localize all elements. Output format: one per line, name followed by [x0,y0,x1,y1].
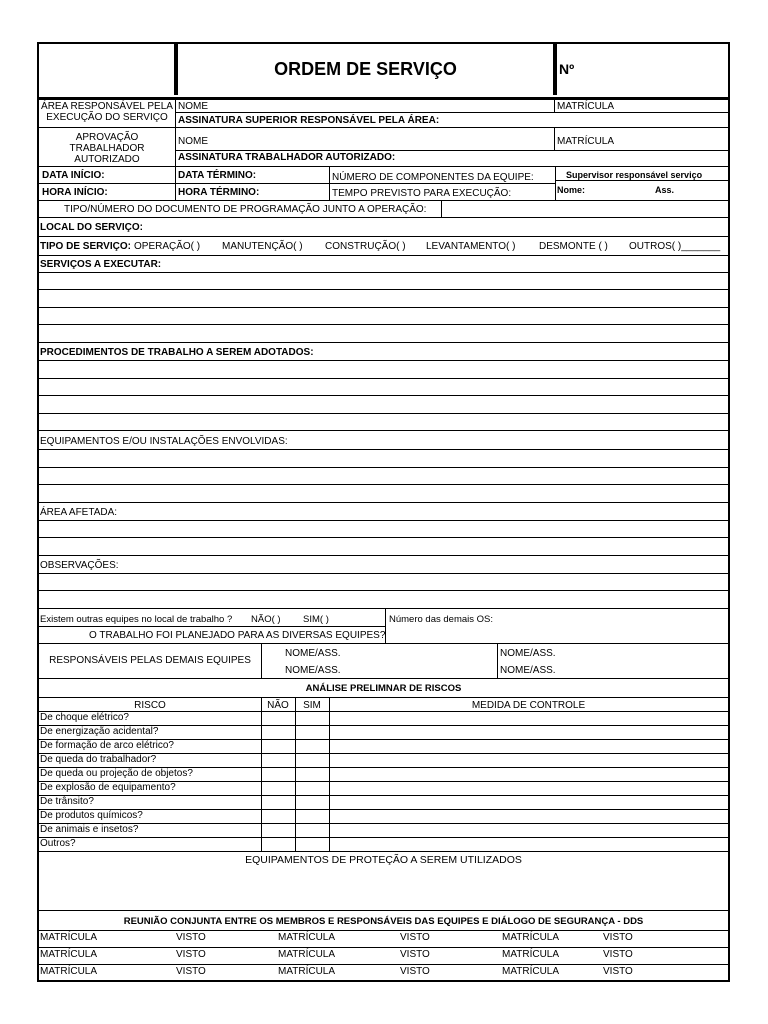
control-measure-cell[interactable] [329,795,728,809]
risk-item-label: De energização acidental? [40,726,159,737]
risk-item-label: De choque elétrico? [40,712,129,723]
area-responsible-label: ÁREA RESPONSÁVEL PELA EXECUÇÃO DO SERVIÇO [41,101,173,123]
dds-visto-field[interactable]: VISTO [176,966,206,977]
approval-name-field[interactable]: NOME [178,136,208,147]
dds-visto-field[interactable]: VISTO [400,932,430,943]
expected-time-field[interactable]: TEMPO PREVISTO PARA EXECUÇÃO: [332,188,512,199]
risk-item-label: De trânsito? [40,796,94,807]
risk-no-cell[interactable] [261,809,295,823]
equipment-line[interactable] [39,467,728,468]
risk-yes-cell[interactable] [295,795,329,809]
control-measure-cell[interactable] [329,809,728,823]
dds-matricula-field[interactable]: MATRÍCULA [278,932,336,943]
dds-visto-field[interactable]: VISTO [603,949,633,960]
dds-visto-field[interactable]: VISTO [176,949,206,960]
procedures-line[interactable] [39,378,728,379]
observations-line[interactable] [39,608,728,609]
service-order-form [37,42,730,982]
observations-line[interactable] [39,590,728,591]
dds-visto-field[interactable]: VISTO [603,966,633,977]
control-measure-header: MEDIDA DE CONTROLE [471,700,586,711]
dds-matricula-field[interactable]: MATRÍCULA [502,966,560,977]
dds-visto-field[interactable]: VISTO [400,949,430,960]
responsible-matricula-field[interactable]: MATRÍCULA [557,101,615,112]
dds-visto-field[interactable]: VISTO [400,966,430,977]
risk-no-cell[interactable] [261,753,295,767]
other-teams-no[interactable]: NÃO( ) [251,614,281,625]
risk-no-cell[interactable] [261,795,295,809]
other-responsible-sig[interactable]: NOME/ASS. [285,665,341,676]
services-label: SERVIÇOS A EXECUTAR: [40,259,162,270]
equipment-line[interactable] [39,502,728,503]
risk-no-cell[interactable] [261,837,295,851]
services-line[interactable] [39,324,728,325]
dds-matricula-field[interactable]: MATRÍCULA [502,932,560,943]
risk-header: RISCO [134,700,166,711]
supervisor-label: Supervisor responsável serviço [566,170,703,180]
risk-yes-cell[interactable] [295,767,329,781]
end-time-field[interactable]: HORA TÉRMINO: [178,187,260,198]
control-measure-cell[interactable] [329,823,728,837]
approval-matricula-field[interactable]: MATRÍCULA [557,136,615,147]
service-location-field[interactable]: LOCAL DO SERVIÇO: [40,222,143,233]
risk-no-cell[interactable] [261,781,295,795]
supervisor-name-field[interactable]: Nome: [557,185,586,195]
dds-visto-field[interactable]: VISTO [603,932,633,943]
other-responsible-sig[interactable]: NOME/ASS. [500,665,556,676]
control-measure-cell[interactable] [329,781,728,795]
worker-signature-field[interactable]: ASSINATURA TRABALHADOR AUTORIZADO: [178,152,396,163]
dds-matricula-field[interactable]: MATRÍCULA [278,966,336,977]
risk-yes-header: SIM [303,700,321,711]
affected-area-label: ÁREA AFETADA: [40,507,118,518]
risk-no-cell[interactable] [261,725,295,739]
service-type-label: TIPO DE SERVIÇO: [40,241,131,252]
supervisor-signature-field[interactable]: Ass. [655,185,675,195]
end-date-field[interactable]: DATA TÉRMINO: [178,170,257,181]
equipment-line[interactable] [39,484,728,485]
procedures-line[interactable] [39,395,728,396]
other-teams-yes[interactable]: SIM( ) [303,614,329,625]
equipment-label: EQUIPAMENTOS E/OU INSTALAÇÕES ENVOLVIDAS: [40,436,288,447]
control-measure-cell[interactable] [329,753,728,767]
risk-item-label: De produtos químicos? [40,810,143,821]
order-number-label: Nº [559,61,575,77]
planned-question: O TRABALHO FOI PLANEJADO PARA AS DIVERSAS EQUIPES? [89,630,386,641]
risk-no-cell[interactable] [261,823,295,837]
procedures-label: PROCEDIMENTOS DE TRABALHO A SEREM ADOTADOS: [40,347,314,358]
option-manutencao[interactable]: MANUTENÇÃO( ) [222,241,303,252]
other-responsible-sig[interactable]: NOME/ASS. [285,648,341,659]
dds-matricula-field[interactable]: MATRÍCULA [502,949,560,960]
risk-analysis-title: ANÁLISE PRELIMNAR DE RISCOS [305,683,462,694]
services-line[interactable] [39,342,728,343]
observations-label: OBSERVAÇÕES: [40,560,119,571]
risk-yes-cell[interactable] [295,809,329,823]
ppe-label: EQUIPAMENTOS DE PROTEÇÃO A SEREM UTILIZADOS [245,854,522,866]
risk-yes-cell[interactable] [295,725,329,739]
ppe-field[interactable] [39,868,728,910]
dds-matricula-field[interactable]: MATRÍCULA [40,949,98,960]
dds-matricula-field[interactable]: MATRÍCULA [40,966,98,977]
meeting-signatures [39,930,728,982]
other-teams-question: Existem outras equipes no local de trabalho ? [40,614,233,625]
control-measure-cell[interactable] [329,767,728,781]
risk-item-label: De explosão de equipamento? [40,782,176,793]
control-measure-cell[interactable] [329,725,728,739]
risk-yes-cell[interactable] [295,739,329,753]
procedures-line[interactable] [39,430,728,431]
risk-yes-cell[interactable] [295,781,329,795]
other-os-numbers-field[interactable]: Número das demais OS: [389,614,494,625]
procedures-line[interactable] [39,413,728,414]
other-responsibles-label: RESPONSÁVEIS PELAS DEMAIS EQUIPES [49,655,251,666]
affected-area-line[interactable] [39,537,728,538]
dds-matricula-field[interactable]: MATRÍCULA [278,949,336,960]
approval-label: APROVAÇÃO TRABALHADOR AUTORIZADO [69,131,145,165]
superior-signature-field[interactable]: ASSINATURA SUPERIOR RESPONSÁVEL PELA ÁREA: [178,115,440,126]
doc-type-label: TIPO/NÚMERO DO DOCUMENTO DE PROGRAMAÇÃO JUNTO A OPERAÇÃO: [64,204,427,215]
dds-matricula-field[interactable]: MATRÍCULA [40,932,98,943]
risk-no-header: NÃO [267,700,289,711]
risk-yes-cell[interactable] [295,711,329,725]
risk-item-label: De animais e insetos? [40,824,139,835]
risk-yes-cell[interactable] [295,753,329,767]
risk-item-label: De queda ou projeção de objetos? [40,768,193,779]
risk-no-cell[interactable] [261,711,295,725]
responsible-name-field[interactable]: NOME [178,101,208,112]
dds-visto-field[interactable]: VISTO [176,932,206,943]
start-date-field[interactable]: DATA INÍCIO: [42,170,105,181]
option-levantamento[interactable]: LEVANTAMENTO( ) [426,241,516,252]
risk-no-cell[interactable] [261,739,295,753]
risk-yes-cell[interactable] [295,823,329,837]
option-desmonte[interactable]: DESMONTE ( ) [539,241,608,252]
meeting-title: REUNIÃO CONJUNTA ENTRE OS MEMBROS E RESPONSÁVEIS DAS EQUIPES E DIÁLOGO DE SEGURANÇA - DDS [123,916,644,927]
risk-item-label: De formação de arco elétrico? [40,740,174,751]
team-count-field[interactable]: NÚMERO DE COMPONENTES DA EQUIPE: [332,172,534,183]
control-measure-cell[interactable] [329,739,728,753]
risk-no-cell[interactable] [261,767,295,781]
affected-area-line[interactable] [39,555,728,556]
other-responsible-sig[interactable]: NOME/ASS. [500,648,556,659]
risk-item-label: Outros? [40,838,76,849]
option-operacao[interactable]: OPERAÇÃO( ) [134,241,201,252]
option-outros[interactable]: OUTROS( )_______ [629,241,721,252]
start-time-field[interactable]: HORA INÍCIO: [42,187,108,198]
option-construcao[interactable]: CONSTRUÇÃO( ) [325,241,406,252]
services-line[interactable] [39,307,728,308]
control-measure-cell[interactable] [329,837,728,851]
risk-table [39,697,728,851]
risk-yes-cell[interactable] [295,837,329,851]
header-divider-right [553,44,557,95]
services-line[interactable] [39,289,728,290]
form-title: ORDEM DE SERVIÇO [274,59,457,79]
risk-item-label: De queda do trabalhador? [40,754,157,765]
control-measure-cell[interactable] [329,711,728,725]
